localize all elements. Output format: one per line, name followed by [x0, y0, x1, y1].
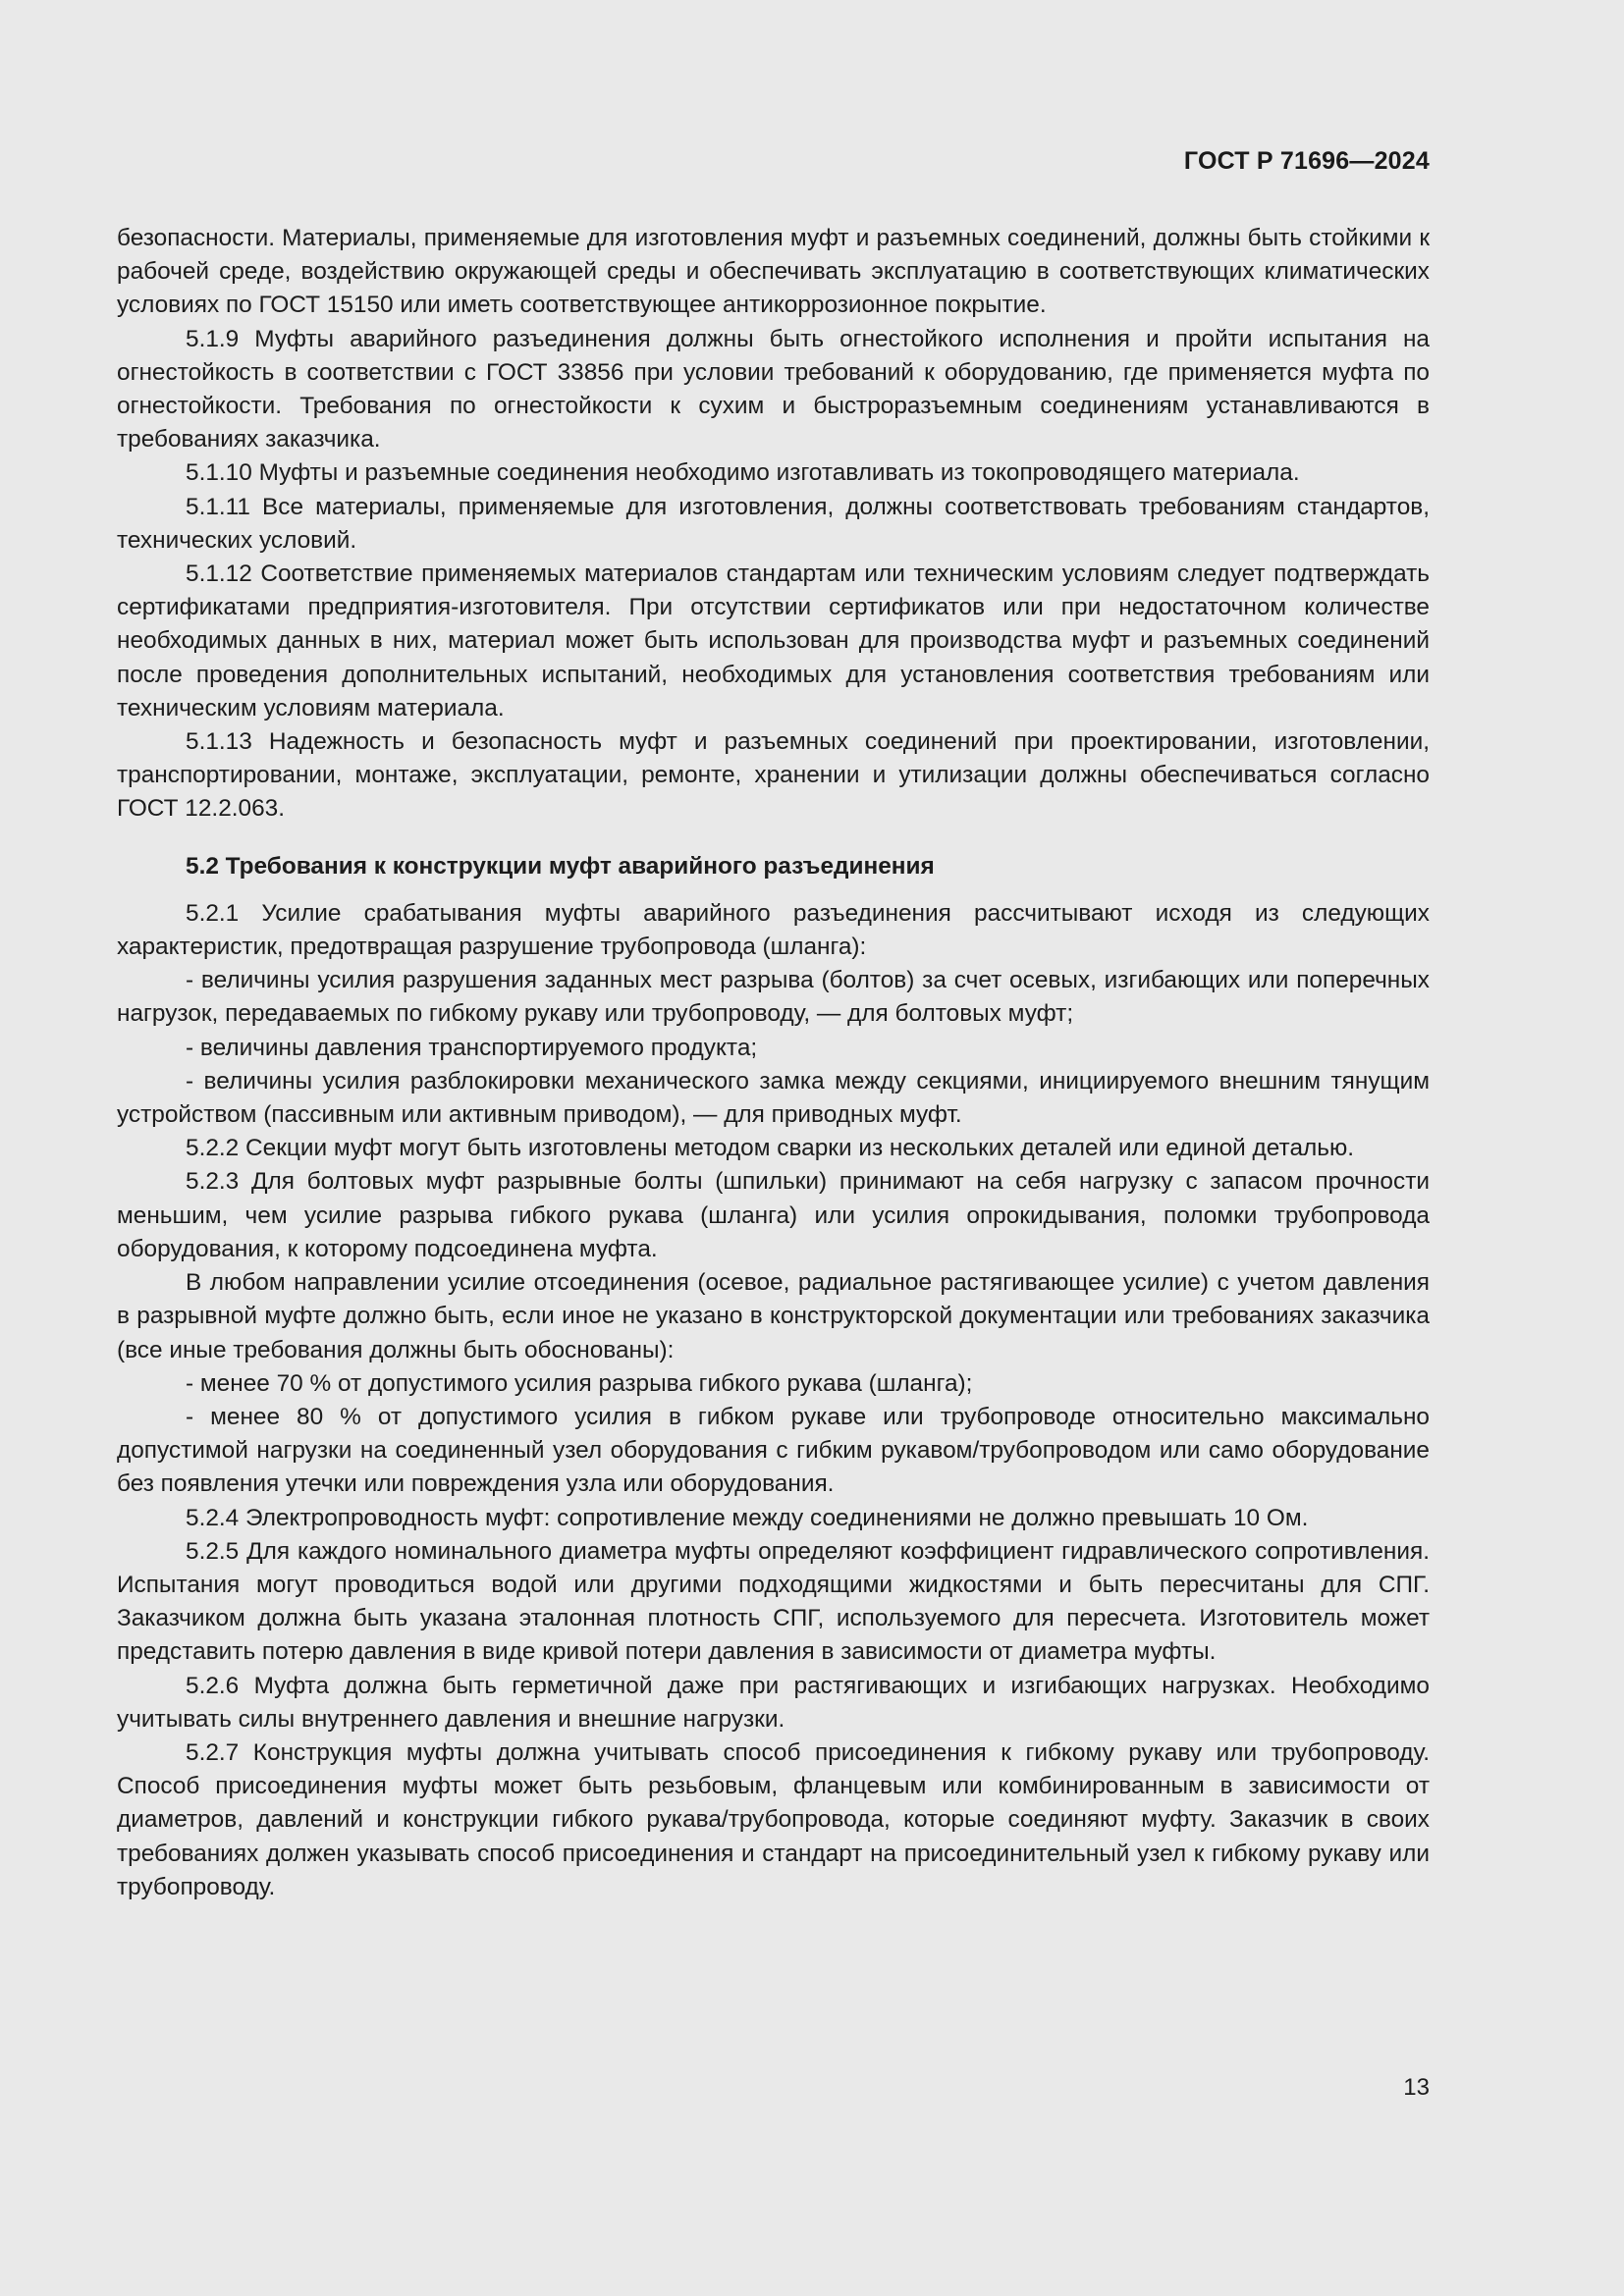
- paragraph-5-1-13: 5.1.13 Надежность и безопасность муфт и разъемных соединений при проектировании, изготовлении, транспортировании, монтаже, эксплуатации, ремонте, хранении и утилизации должны обеспечиваться согласно ГОСТ 12.2.063.: [117, 728, 1430, 823]
- list-item: - величины усилия разблокировки механического замка между секциями, инициируемого внешним тянущим устройством (пассивным или активным приводом), — для приводных муфт.: [117, 1067, 1430, 1129]
- list-item: - величины усилия разрушения заданных мест разрыва (болтов) за счет осевых, изгибающих или поперечных нагрузок, передаваемых по гибкому рукаву или трубопроводу, — для болтовых муфт;: [117, 967, 1430, 1028]
- paragraph-5-1-10: 5.1.10 Муфты и разъемные соединения необходимо изготавливать из токопроводящего материала.: [186, 459, 1300, 487]
- document-code-header: ГОСТ Р 71696—2024: [1183, 147, 1430, 175]
- section-title-5-2: 5.2 Требования к конструкции муфт аварийного разъединения: [186, 852, 935, 880]
- paragraph-5-2-5: 5.2.5 Для каждого номинального диаметра муфты определяют коэффициент гидравлического сопротивления. Испытания могут проводиться водой или другими подходящими жидкостями и быть пересчитаны для СПГ. Заказчиком должна быть указана эталонная плотность СПГ, используемого для пересчета. Изготовитель может представить потерю давления в виде кривой потери давления в зависимости от диаметра муфты.: [117, 1537, 1430, 1666]
- paragraph-5-2-7: 5.2.7 Конструкция муфты должна учитывать способ присоединения к гибкому рукаву или трубопроводу. Способ присоединения муфты может быть резьбовым, фланцевым или комбинированным в зависимости от диаметров, давлений и конструкции гибкого рукава/трубопровода, которые соединяют муфту. Заказчик в своих требованиях должен указывать способ присоединения и стандарт на присоединительный узел к гибкому рукаву или трубопроводу.: [117, 1738, 1430, 1900]
- paragraph-continuation: безопасности. Материалы, применяемые для изготовления муфт и разъемных соединений, должны быть стойкими к рабочей среде, воздействию окружающей среды и обеспечивать эксплуатацию в соответствующих климатических условиях по ГОСТ 15150 или иметь соответствующее антикоррозионное покрытие.: [117, 225, 1430, 319]
- paragraph-5-2-1: 5.2.1 Усилие срабатывания муфты аварийного разъединения рассчитывают исходя из следующих характеристик, предотвращая разрушение трубопровода (шланга):: [117, 899, 1430, 961]
- paragraph-5-2-3-continued: В любом направлении усилие отсоединения (осевое, радиальное растягивающее усилие) с учетом давления в разрывной муфте должно быть, если иное не указано в конструкторской документации или требованиях заказчика (все иные требования должны быть обоснованы):: [117, 1269, 1430, 1363]
- page-number: 13: [1403, 2074, 1430, 2101]
- list-item: - менее 70 % от допустимого усилия разрыва гибкого рукава (шланга);: [186, 1369, 973, 1397]
- paragraph-5-2-3: 5.2.3 Для болтовых муфт разрывные болты (шпильки) принимают на себя нагрузку с запасом прочности меньшим, чем усилие разрыва гибкого рукава (шланга) или усилия опрокидывания, поломки трубопровода оборудования, к которому подсоединена муфта.: [117, 1168, 1430, 1262]
- paragraph-5-2-4: 5.2.4 Электропроводность муфт: сопротивление между соединениями не должно превышать 10 Ом.: [186, 1504, 1309, 1531]
- list-item: - величины давления транспортируемого продукта;: [186, 1034, 758, 1061]
- list-item: - менее 80 % от допустимого усилия в гибком рукаве или трубопроводе относительно максимально допустимой нагрузки на соединенный узел оборудования с гибким рукавом/трубопроводом или само оборудование без появления утечки или повреждения узла или оборудования.: [117, 1403, 1430, 1498]
- paragraph-5-1-9: 5.1.9 Муфты аварийного разъединения должны быть огнестойкого исполнения и пройти испытания на огнестойкость в соответствии с ГОСТ 33856 при условии требований к оборудованию, где применяется муфта по огнестойкости. Требования по огнестойкости к сухим и быстроразъемным соединениям устанавливаются в требованиях заказчика.: [117, 325, 1430, 454]
- paragraph-5-2-2: 5.2.2 Секции муфт могут быть изготовлены методом сварки из нескольких деталей или единой деталью.: [186, 1135, 1355, 1162]
- paragraph-5-2-6: 5.2.6 Муфта должна быть герметичной даже при растягивающих и изгибающих нагрузках. Необходимо учитывать силы внутреннего давления и внешние нагрузки.: [117, 1672, 1430, 1733]
- document-body: [117, 222, 1430, 1904]
- paragraph-5-1-11: 5.1.11 Все материалы, применяемые для изготовления, должны соответствовать требованиям стандартов, технических условий.: [117, 493, 1430, 554]
- paragraph-5-1-12: 5.1.12 Соответствие применяемых материалов стандартам или техническим условиям следует подтверждать сертификатами предприятия-изготовителя. При отсутствии сертификатов или при недостаточном количестве необходимых данных в них, материал может быть использован для производства муфт и разъемных соединений после проведения дополнительных испытаний, необходимых для установления соответствия требованиям или техническим условиям материала.: [117, 561, 1430, 721]
